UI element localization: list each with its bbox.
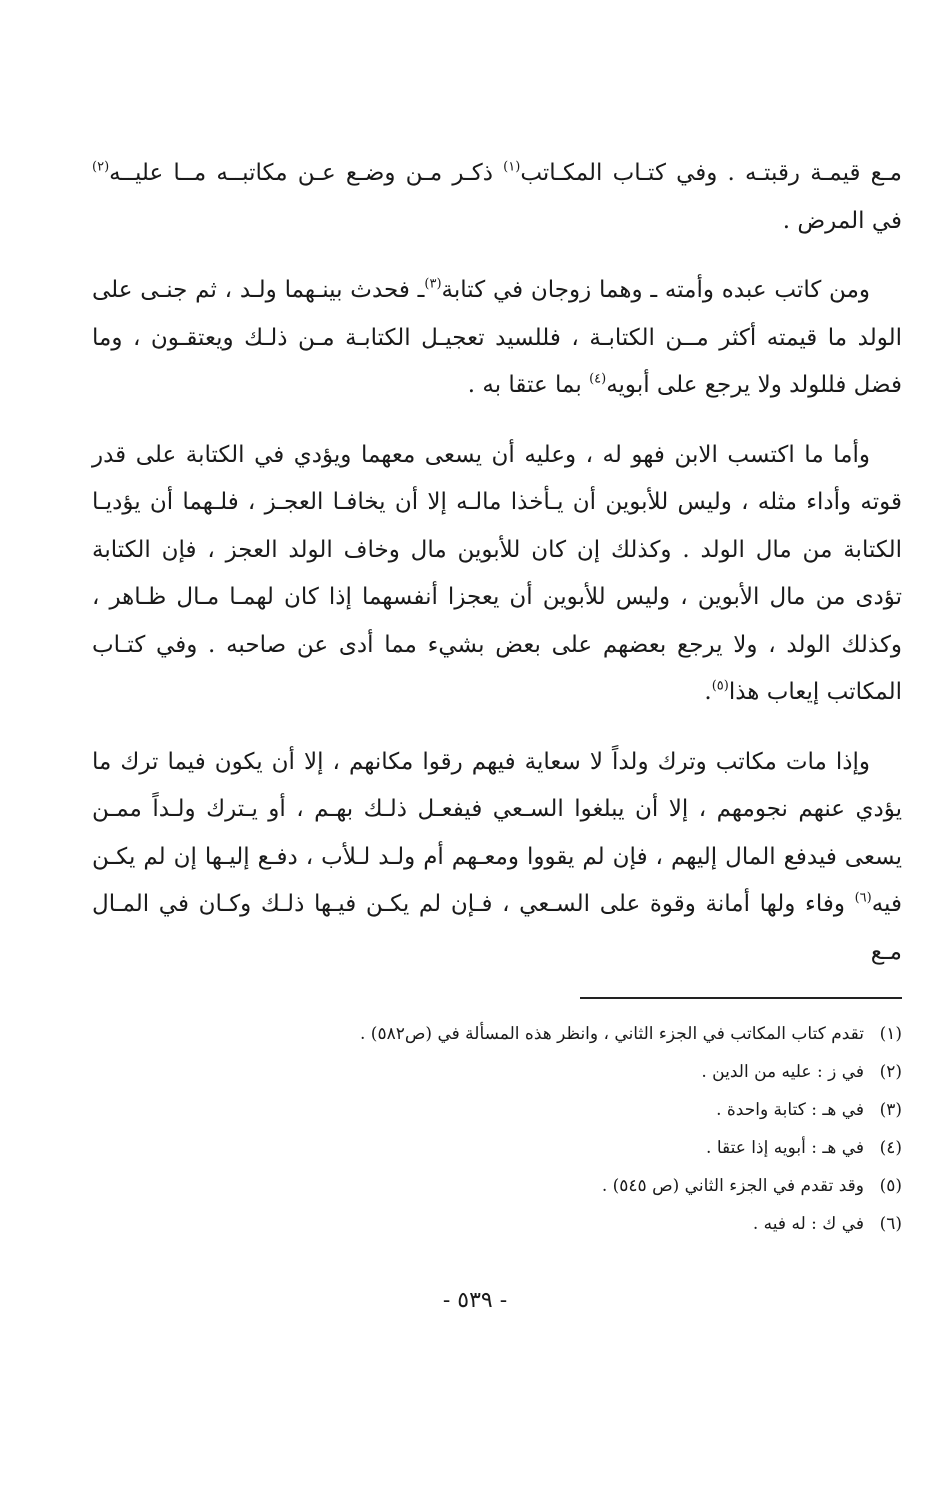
footnote-number: (١) xyxy=(879,1024,902,1044)
paragraph-text: ـ فحدث بينـهما ولـد ، ثم جنـى على الولد ما قيمته أكثر مــن الكتابـة ، فللسيد تعجيـل الكتابـة مـن ذلـك ويعتقـون ، وما فضل فللولد ولا يرجع على أبويه xyxy=(92,277,902,398)
paragraph-text: وأما ما اكتسب الابن فهو له ، وعليه أن يسعى معهما ويؤدي في الكتابة على قدر قوته وأداء مثله ، وليس للأبوين أن يـأخذا مالـه إلا أن يخافـا العجـز ، فلـهما أن يؤديـا الكتابة من مال الولد . وكذلك إن كان للأبوين مال وخاف الولد العجز ، فإن الكتابة تؤدى من مال الأبوين ، وليس للأبوين أن يعجزا أنفسهما إذا كان لهمـا مـال ظـاهر ، وكذلك الولد ، ولا يرجع بعضهم على بعض بشيء مما أدى عن صاحبه . وفي كتـاب المكاتب إيعاب هذا xyxy=(92,441,902,705)
footnote-number: (٤) xyxy=(879,1138,902,1158)
footnote-ref-4: (٤) xyxy=(589,371,607,387)
footnote-separator xyxy=(580,997,902,999)
footnote-3 xyxy=(92,1091,902,1129)
footnote-2 xyxy=(92,1053,902,1091)
footnote-ref-3: (٣) xyxy=(424,276,442,292)
paragraph-2 xyxy=(92,267,902,410)
footnote-text: في ز : عليه من الدين . xyxy=(701,1062,864,1082)
paragraph-4 xyxy=(92,739,902,977)
footnote-number: (٦) xyxy=(879,1214,902,1234)
main-text xyxy=(92,150,902,998)
paragraph-text: في المرض . xyxy=(782,207,902,234)
footnote-ref-2: (٢) xyxy=(92,159,110,175)
paragraph-text: بما عتقا به . xyxy=(467,372,590,398)
footnote-text: تقدم كتاب المكاتب في الجزء الثاني ، وانظر هذه المسألة في (ص٥٨٢) . xyxy=(360,1024,864,1044)
footnote-ref-6: (٦) xyxy=(854,890,872,906)
footnote-number: (٢) xyxy=(879,1062,902,1082)
paragraph-text: وفاء ولها أمانة وقوة على السـعي ، فـإن لم يكـن فيـها ذلـك وكـان في المـال مـع xyxy=(92,891,902,965)
page-number: - ٥٣٩ - xyxy=(442,1288,508,1313)
footnote-6 xyxy=(92,1205,902,1243)
footnote-ref-5: (٥) xyxy=(711,678,729,694)
footnote-text: في هـ : أبويه إذا عتقا . xyxy=(706,1138,864,1158)
paragraph-text: ذكـر مـن وضـع عـن مكاتبــه مــا عليــه xyxy=(109,160,504,186)
paragraph-1 xyxy=(92,150,902,245)
footnote-number: (٣) xyxy=(879,1100,902,1120)
footnote-text: في هـ : كتابة واحدة . xyxy=(716,1100,864,1120)
footnote-text: في ك : له فيه . xyxy=(752,1214,864,1234)
paragraph-text: وإذا مات مكاتب وترك ولداً لا سعاية فيهم رقوا مكانهم ، إلا أن يكون فيما ترك ما يؤدي عنهم نجومهم ، إلا أن يبلغوا السـعي فيفعـل ذلـك بهـم ، أو يـترك ولـداً ممـن يسعى فيدفع المال إليهم ، فإن لم يقووا ومعـهم أم ولـد لـلأب ، دفـع إليـها إن لم يكـن فيه xyxy=(92,748,902,917)
paragraph-3 xyxy=(92,432,902,717)
footnote-5 xyxy=(92,1167,902,1205)
paragraph-text: ومن كاتب عبده وأمته ـ وهما زوجان في كتابة xyxy=(441,277,870,303)
paragraph-text: مـع قيمـة رقبتـه . وفي كتـاب المكـاتب xyxy=(520,160,902,186)
paragraph-text: . xyxy=(704,679,712,705)
footnote-4 xyxy=(92,1129,902,1167)
footnote-1 xyxy=(92,1015,902,1053)
footnotes-list xyxy=(92,1015,902,1243)
footnote-text: وقد تقدم في الجزء الثاني (ص ٥٤٥) . xyxy=(601,1176,864,1196)
footnote-number: (٥) xyxy=(879,1176,902,1196)
footnote-ref-1: (١) xyxy=(503,159,521,175)
